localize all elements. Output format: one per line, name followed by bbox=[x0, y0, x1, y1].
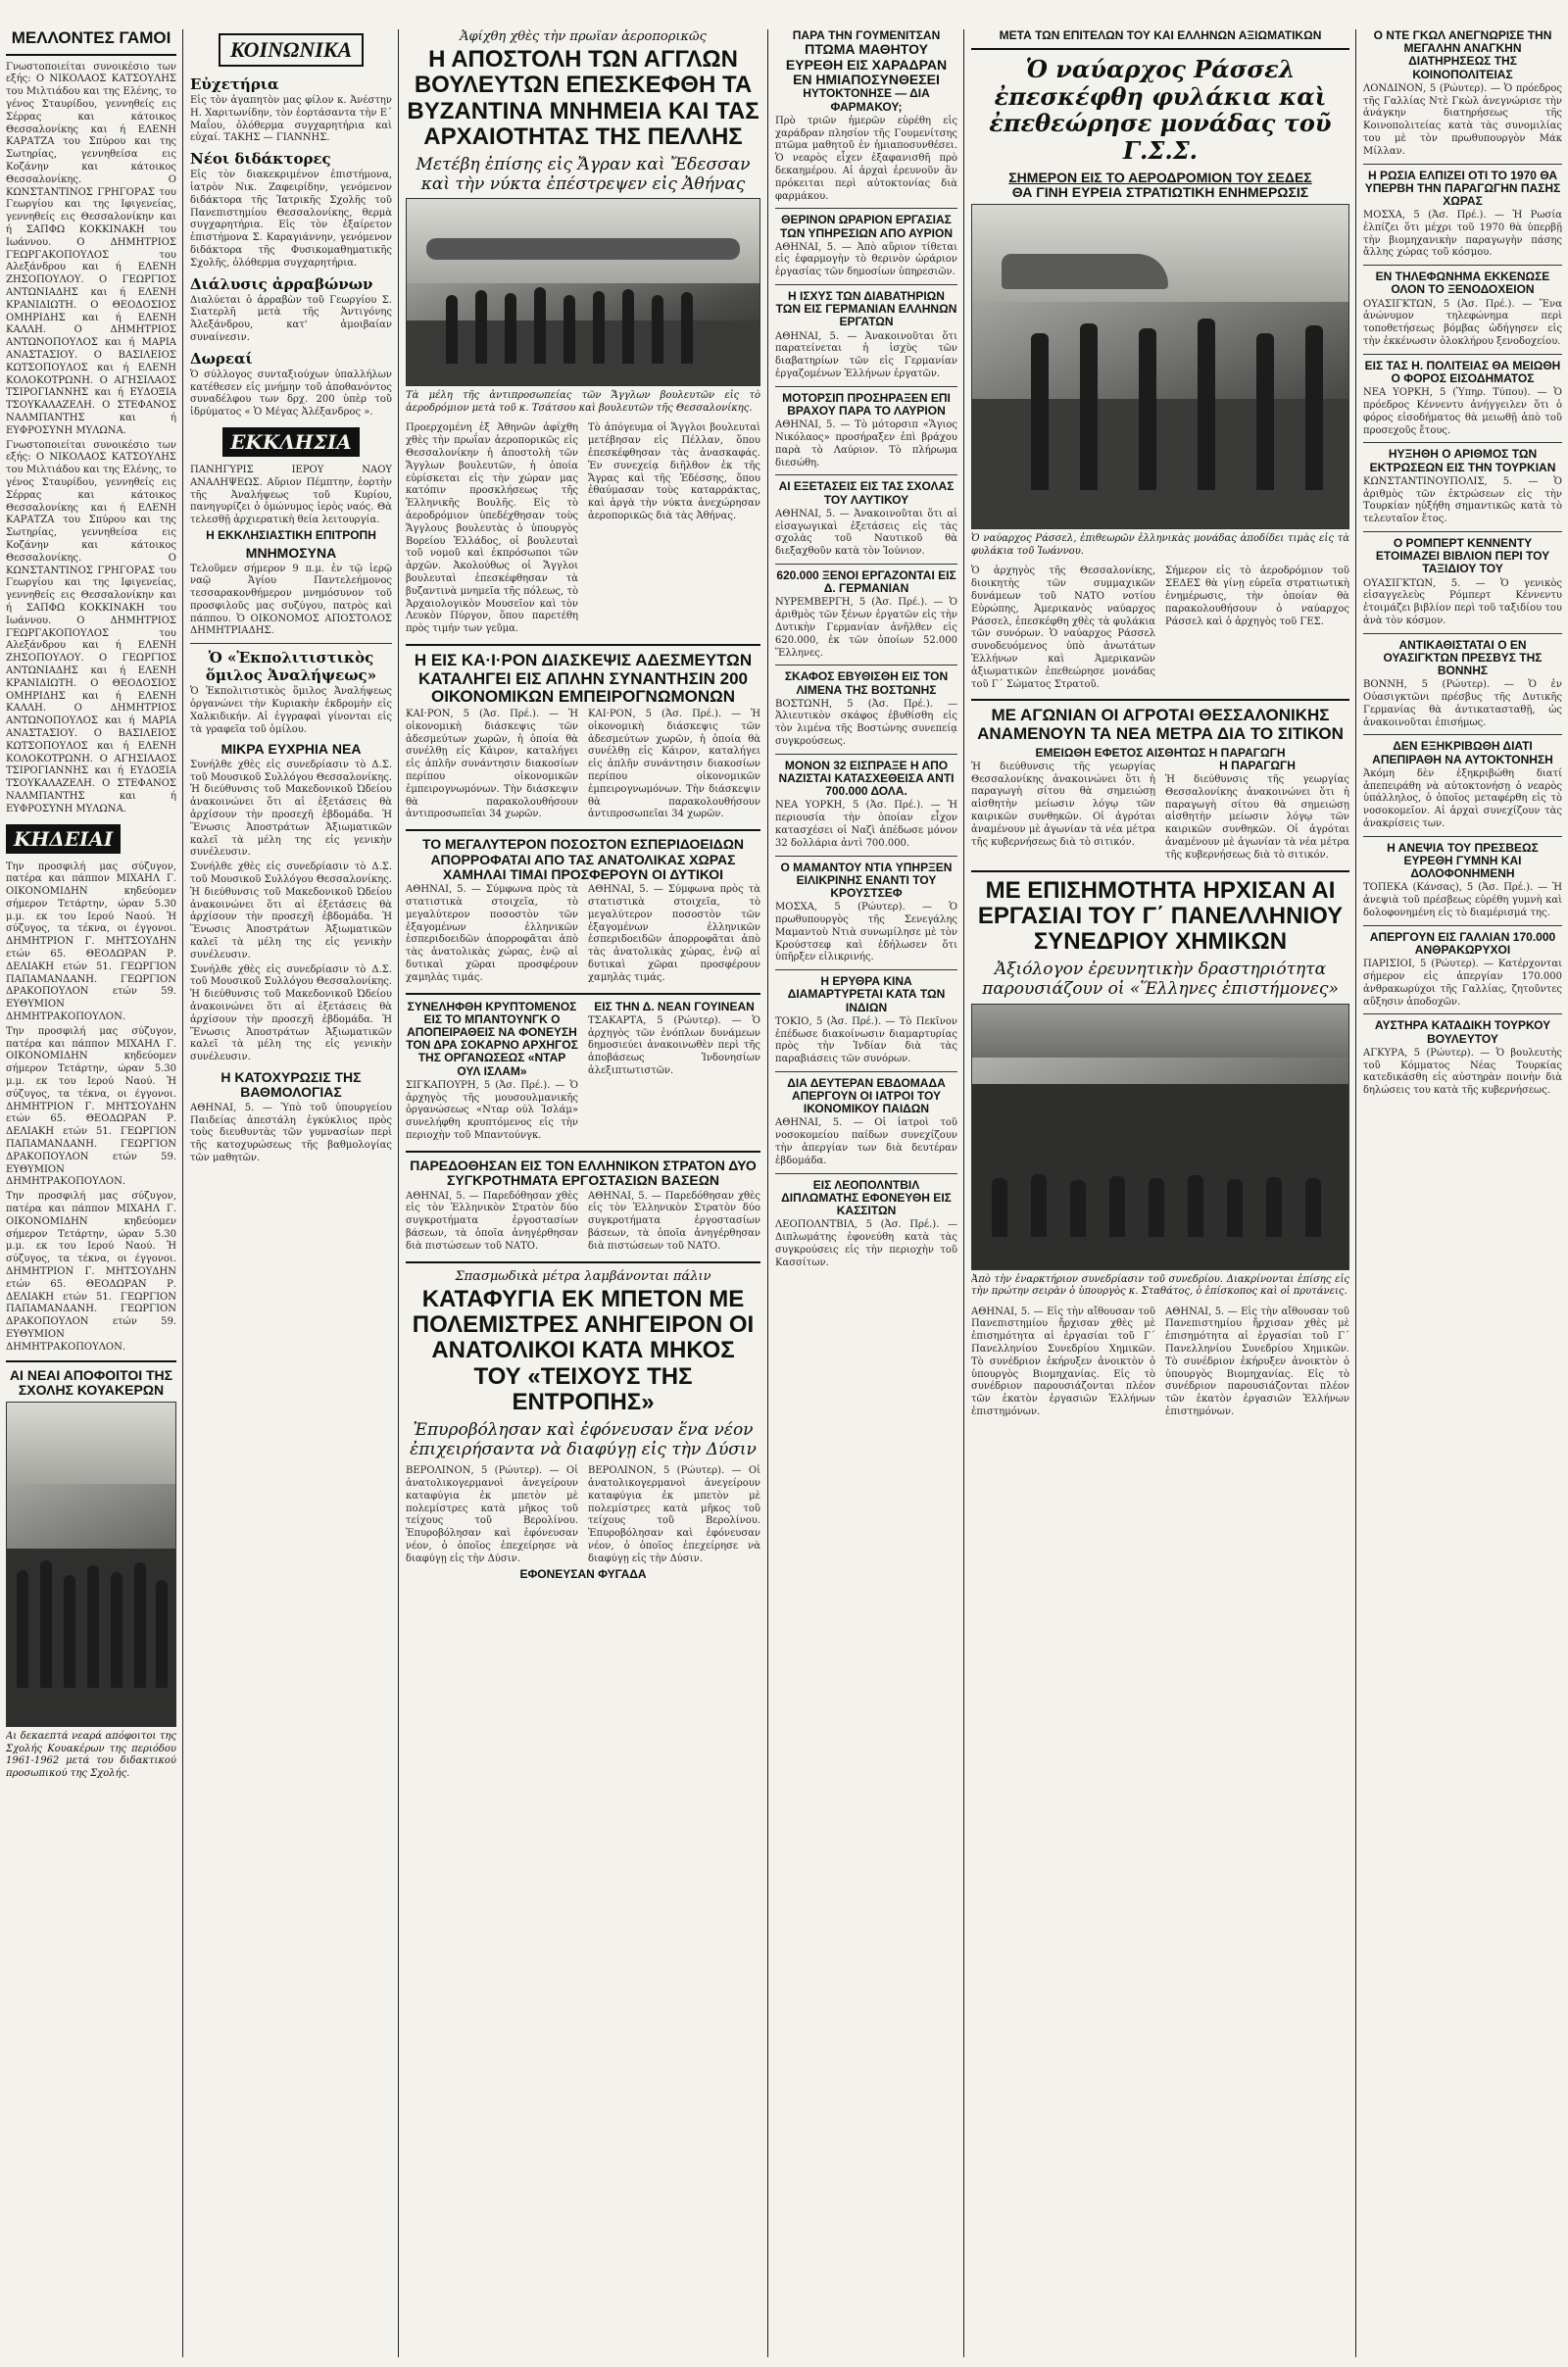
breakup-title: Διάλυσις ἀρραβώνων bbox=[190, 274, 373, 293]
mamadou-body: ΜΟΣΧΑ, 5 (Ρώυτερ). — Ὁ πρωθυπουργὸς τῆς Σενεγάλης Μαμαντοὺ Ντιὰ συνωμίλησε μὲ τὸν Κρούστσεφ καὶ ἐδήλωσεν ὅτι ὑπῆρξεν εἰλικρινής. bbox=[775, 902, 957, 963]
lead-subhead: Μετέβη ἐπίσης εἰς Ἄγραν καὶ Ἔδεσσαν καὶ τὴν νύκτα ἐπέστρεψεν εἰς Ἀθήνας bbox=[416, 154, 751, 194]
exams-body: ΑΘΗΝΑΙ, 5. — Ἀνακοινοῦται ὅτι αἱ εἰσαγωγικαὶ ἐξετάσεις εἰς τὰς σχολὰς τοῦ Ναυτικοῦ θὰ διεξαχθοῦν κατὰ τὸν Ἰούνιον. bbox=[775, 508, 957, 558]
funerals-title: ΚΗΔΕΙΑΙ bbox=[6, 824, 121, 854]
russell-body-2: Σήμερον εἰς τὸ ἀεροδρόμιον τοῦ ΣΕΔΕΣ θὰ γίνῃ εὐρεῖα στρατιωτικὴ ἐνημέρωσις, τὴν ὁποίαν θὰ παρακολουθήσουν ὁ ναύαρχος Ράσσελ καὶ ὁ ἀρχηγὸς τοῦ ΓΕΣ. bbox=[1165, 566, 1349, 627]
column-rule bbox=[963, 29, 964, 2357]
weddings-text-cont: Γνωστοποιείται συνοικέσιο των εξής: Ο ΝΙΚΟΛΑΟΣ ΚΑΤΣΟΥΛΗΣ του Μιλτιάδου και της Ελένης, το γένος Σταυρίδου, γεννηθείς εις Σέρρας και κάτοικος Θεσσαλονίκης και ή ΕΛΕΝΗ ΚΑΡΑΤΖΑ του Σπύρου και της Σωτηρίας, γεννηθείσα εις Κοζάνην και κάτοικος Θεσσαλονίκης. Ο ΚΩΝΣΤΑΝΤΙΝΟΣ ΓΡΗΓΟΡΑΣ του Γεωργίου και της Ιφιγενείας, γεννηθείς εις Θεσσαλονίκην και ή ΣΑΠΦΩ ΚΟΚΚΙΝΑΚΗ του Ιωάννου. Ο ΔΗΜΗΤΡΙΟΣ ΓΕΩΡΓΑΚΟΠΟΥΛΟΣ του Αλεξάνδρου και ή ΕΛΕΝΗ ΖΗΣΟΠΟΥΛΟΥ. Ο ΓΕΩΡΓΙΟΣ ΑΝΤΩΝΙΑΔΗΣ και ή ΕΛΕΝΗ ΚΡΑΝΙΔΙΩΤΗ. Ο ΘΕΟΔΟΣΙΟΣ ΟΜΗΡΙΔΗΣ και ή ΕΛΕΝΗ ΚΑΛΛΗ. Ο ΔΗΜΗΤΡΙΟΣ ΑΝΤΩΝΟΠΟΥΛΟΣ και ή ΜΑΡΙΑ ΑΝΑΣΤΑΣΙΟΥ. Ο ΒΑΣΙΛΕΙΟΣ ΚΩΤΣΟΠΟΥΛΟΣ και ή ΕΛΕΝΗ ΚΟΛΟΚΟΤΡΩΝΗ. Ο ΑΓΗΣΙΛΑΟΣ ΤΣΙΡΟΓΙΑΝΝΗΣ και ή ΕΥΔΟΞΙΑ ΤΣΟΥΚΑΛΑΖΕΛΗ. Ο ΣΤΕΦΑΝΟΣ ΝΑΛΜΠΑΝΤΗΣ και ή ΕΥΦΡΟΣΥΝΗ ΜΥΛΩΝΑ. bbox=[6, 439, 176, 814]
column-personals bbox=[6, 29, 176, 2357]
degaulle-title: Ο ΝΤΕ ΓΚΩΛ ΑΝΕΓΝΩΡΙΣΕ ΤΗΝ ΜΕΓΑΛΗΝ ΑΝΑΓΚΗΝ ΔΙΑΤΗΡΗΣΕΩΣ ΤΗΣ ΚΟΙΝΟΠΟΛΙΤΕΙΑΣ bbox=[1373, 29, 1552, 81]
column-rule bbox=[398, 29, 399, 2357]
donation-text: Ὁ σύλλογος συνταξιούχων ὑπαλλήλων κατέθεσεν εἰς μνήμην τοῦ ἀποθανόντος συναδέλφου των δρχ. 200 ὑπὲρ τοῦ ἱδρύματος « Ὁ Μέγας Ἀλέξανδρος ». bbox=[190, 369, 392, 419]
chemists-subhead: Ἀξιόλογον ἐρευνητικὴν δραστηριότητα παρουσιάζουν οἱ «Ἕλληνες ἐπιστήμονες» bbox=[982, 959, 1339, 1000]
leopoldville-body: ΛΕΟΠΟΛΝΤΒΙΛ, 5 (Ἀσ. Πρέ.). — Διπλωμάτης ἐφονεύθη κατὰ τὰς συγκρούσεις εἰς τὴν περιοχὴν τοῦ Κασσίτων. bbox=[775, 1219, 957, 1268]
farmers-body: Ἡ διεύθυνσις τῆς γεωργίας Θεσσαλονίκης ἀνακοινώνει ὅτι ἡ παραγωγὴ σίτου θὰ σημειώσῃ αἰσθητὴν μείωσιν λόγῳ τῶν καιρικῶν συνθηκῶν. Οἱ ἀγρόται ἀναμένουν μὲ ἀγωνίαν τὰ νέα μέτρα τῆς κυβερνήσεως διὰ τὸ σιτικόν. bbox=[971, 761, 1155, 848]
miners-strike-title: ΑΠΕΡΓΟΥΝ ΕΙΣ ΓΑΛΛΙΑΝ 170.000 ΑΝΘΡΑΚΩΡΥΧΟΙ bbox=[1369, 929, 1556, 957]
column-social bbox=[190, 29, 392, 2357]
chemists-headline: ΜΕ ΕΠΙΣΗΜΟΤΗΤΑ ΗΡΧΙΣΑΝ ΑΙ ΕΡΓΑΣΙΑΙ ΤΟΥ Γ΄ ΠΑΝΕΛΛΗΝΙΟΥ ΣΥΝΕΔΡΙΟΥ ΧΗΜΙΚΩΝ bbox=[977, 876, 1344, 956]
funerals-text-cont: Την προσφιλή μας σύζυγον, πατέρα και πάππον ΜΙΧΑΗΛ Γ. ΟΙΚΟΝΟΜΙΔΗΝ κηδεύομεν σήμερον Τετάρτην, ώραν 5.30 μ.μ. εκ του Ιερού Ναού. Ἡ σύζυγος, τα τέκνα, οι έγγονοι. ΔΗΜΗΤΡΙΟΝ Γ. ΜΗΤΣΟΥΔΗΝ ετών 65. ΘΕΟΔΩΡΑΝ Ρ. ΔΕΛΙΑΚΗ ετών 51. ΓΕΩΡΓΙΟΝ ΠΑΠΑΜΑΝΔΑΝΗ. ΓΕΩΡΓΙΟΝ ΔΡΑΚΟΠΟΥΛΟΝ ετών 59. ΕΥΘΥΜΙΟΝ ΔΗΜΗΤΡΑΚΟΠΟΥΛΟΝ. bbox=[6, 1025, 176, 1188]
miners-strike-body: ΠΑΡΙΣΙΟΙ, 5 (Ρώυτερ). — Κατέρχονται σήμερον εἰς ἀπεργίαν 170.000 ἀνθρακωρύχοι τῆς Γαλλίας, ζητοῦντες αὔξησιν ἀποδοχῶν. bbox=[1363, 959, 1562, 1008]
leopoldville-headline: ΔΙΠΛΩΜΑΤΗΣ ΕΦΟΝΕΥΘΗ ΕΙΣ ΚΑΣΣΙΤΩΝ bbox=[781, 1190, 952, 1218]
graduates-title: ΑΙ ΝΕΑΙ ΑΠΟΦΟΙΤΟΙ ΤΗΣ ΣΧΟΛΗΣ ΚΟΥΑΚΕΡΩΝ bbox=[9, 1366, 173, 1398]
turkish-mp-title: ΑΥΣΤΗΡΑ ΚΑΤΑΔΙΚΗ ΤΟΥΡΚΟΥ ΒΟΥΛΕΥΤΟΥ bbox=[1374, 1018, 1551, 1046]
russell-photo-caption: Ὁ ναύαρχος Ράσσελ, ἐπιθεωρῶν ἑλληνικὰς μονάδας ἀποδίδει τιμὰς εἰς τὰ φυλάκια τοῦ Ἰωάννου. bbox=[971, 533, 1349, 557]
summer-body: ΑΘΗΝΑΙ, 5. — Ἀπὸ αὔριον τίθεται εἰς ἐφαρμογὴν τὸ θερινὸν ὡράριον ἐργασίας τῶν δημοσίων ὑπηρεσιῶν. bbox=[775, 241, 957, 278]
russell-photo bbox=[971, 204, 1349, 529]
grades-title: Η ΚΑΤΟΧΥΡΩΣΙΣ ΤΗΣ ΒΑΘΜΟΛΟΓΙΑΣ bbox=[220, 1068, 362, 1101]
memorial-text: Τελοῦμεν σήμερον 9 π.μ. ἐν τῷ ἱερῷ ναῷ Ἁγίου Παντελεήμονος τεσσαρακονθήμερον μνημόσυνον τοῦ προσφιλοῦς μας συζύγου, πατρὸς καὶ πάππου. Ὁ ΟΙΚΟΝΟΜΟΣ ΑΠΟΣΤΟΛΟΣ ΔΗΜΗΤΡΙΑΔΗΣ. bbox=[190, 563, 392, 637]
church-text: ΠΑΝΗΓΥΡΙΣ ΙΕΡΟΥ ΝΑΟΥ ΑΝΑΛΗΨΕΩΣ. Αὔριον Πέμπτην, ἑορτὴν τῆς Ἀναλήψεως τοῦ Κυρίου, πανηγυρίζει ὁ ὁμώνυμος ἱερὸς ναός. Θὰ τελεσθῇ ἀρχιερατικὴ θεία λειτουργία. bbox=[190, 464, 392, 526]
donation-title: Δωρεαί bbox=[190, 349, 253, 368]
russia-title: Η ΡΩΣΙΑ ΕΛΠΙΖΕΙ ΟΤΙ ΤΟ 1970 ΘΑ ΥΠΕΡΒΗ ΤΗΝ ΠΑΡΑΓΩΓΗΝ ΠΑΣΗΣ ΧΩΡΑΣ bbox=[1364, 168, 1561, 208]
conference-body: ΚΑΙ·ΡΟΝ, 5 (Ἀσ. Πρέ.). — Ἡ οἰκονομικὴ διάσκεψις τῶν ἀδεσμεύτων χωρῶν, ἡ ὁποία θὰ συνέλθῃ εἰς Κάιρον, καταλήγει εἰς ἁπλῆν συνάντησιν διακοσίων περίπου οἰκονομικῶν ἐμπειρογνωμόνων. Τὴν διάσκεψιν θὰ παρακολουθήσουν ἀντιπροσωπεῖαι 34 χωρῶν. bbox=[406, 708, 578, 820]
funerals-text: Την προσφιλή μας σύζυγον, πατέρα και πάππον ΜΙΧΑΗΛ Γ. ΟΙΚΟΝΟΜΙΔΗΝ κηδεύομεν σήμερον Τετάρτην, ώραν 5.30 μ.μ. εκ του Ιερού Ναού. Ἡ σύζυγος, τα τέκνα, οι έγγονοι. ΔΗΜΗΤΡΙΟΝ Γ. ΜΗΤΣΟΥΔΗΝ ετών 65. ΘΕΟΔΩΡΑΝ Ρ. ΔΕΛΙΑΚΗ ετών 51. ΓΕΩΡΓΙΟΝ ΠΑΠΑΜΑΝΔΑΝΗ. ΓΕΩΡΓΙΟΝ ΔΡΑΚΟΠΟΥΛΟΝ ετών 59. ΕΥΘΥΜΙΟΝ ΔΗΜΗΤΡΑΚΟΠΟΥΛΟΝ. bbox=[6, 861, 176, 1023]
usa-tax-title: ΕΙΣ ΤΑΣ Η. ΠΟΛΙΤΕΙΑΣ ΘΑ ΜΕΙΩΘΗ Ο ΦΟΡΟΣ ΕΙΣΟΔΗΜΑΤΟΣ bbox=[1364, 358, 1561, 386]
small-notes-text: Συνήλθε χθὲς εἰς συνεδρίασιν τὸ Δ.Σ. τοῦ Μουσικοῦ Συλλόγου Θεσσαλονίκης. Ἡ διεύθυνσις τοῦ Μακεδονικοῦ Ὠδείου ἀνακοινώνει ὅτι αἱ ἐξετάσεις θὰ ἀρχίσουν τὴν προσεχῆ ἑβδομάδα. Ἡ Ἕνωσις Ἀποστράτων Ἀξιωματικῶν καλεῖ τὰ μέλη της εἰς γενικὴν συνέλευσιν. bbox=[190, 759, 392, 859]
conference-body-cont: ΚΑΙ·ΡΟΝ, 5 (Ἀσ. Πρέ.). — Ἡ οἰκονομικὴ διάσκεψις τῶν ἀδεσμεύτων χωρῶν, ἡ ὁποία θὰ συνέλθῃ εἰς Κάιρον, καταλήγει εἰς ἁπλῆν συνάντησιν διακοσίων περίπου οἰκονομικῶν ἐμπειρογνωμόνων. Τὴν διάσκεψιν θὰ παρακολουθήσουν ἀντιπροσωπεῖαι 34 χωρῶν. bbox=[588, 708, 760, 820]
lead-kicker: Ἀφίχθη χθὲς τὴν πρωΐαν ἀεροπορικῶς bbox=[460, 29, 707, 44]
church-title: ΕΚΚΛΗΣΙΑ bbox=[222, 427, 359, 457]
kennedy-title: Ο ΡΟΜΠΕΡΤ ΚΕΝΝΕΝΤΥ ΕΤΟΙΜΑΖΕΙ ΒΙΒΛΙΟΝ ΠΕΡΙ ΤΟΥ ΤΑΞΙΔΙΟΥ ΤΟΥ bbox=[1375, 535, 1550, 576]
wall-headline: ΚΑΤΑΦΥΓΙΑ ΕΚ ΜΠΕΤΟΝ ΜΕ ΠΟΛΕΜΙΣΤΡΕΣ ΑΝΗΓΕΙΡΟΝ ΟΙ ΑΝΑΤΟΛΙΚΟΙ ΚΑΤΑ ΜΗΚΟΣ ΤΟΥ «ΤΕΙΧΟΥΣ ΤΗΣ ΕΝΤΡΟΠΗΣ» bbox=[412, 1285, 755, 1416]
exams-title: ΑΙ ΕΞΕΤΑΣΕΙΣ ΕΙΣ ΤΑΣ ΣΧΟΛΑΣ ΤΟΥ ΛΑΥΤΙΚΟΥ bbox=[778, 479, 955, 507]
wall-body: ΒΕΡΟΛΙΝΟΝ, 5 (Ρώυτερ). — Οἱ ἀνατολικογερμανοὶ ἀνεγείρουν καταφύγια ἐκ μπετὸν μὲ πολεμίστρες κατὰ μῆκος τοῦ τείχους τοῦ Βερολίνου. Ἐπυροβόλησαν καὶ ἐφόνευσαν νέον, ὁ ὁποῖος ἐπεχείρησε νὰ διαφύγῃ εἰς τὴν Δύσιν. bbox=[406, 1465, 578, 1564]
turkey-title: ΗΥΞΗΘΗ Ο ΑΡΙΘΜΟΣ ΤΩΝ ΕΚΤΡΩΣΕΩΝ ΕΙΣ ΤΗΝ ΤΟΥΡΚΙΑΝ bbox=[1369, 447, 1556, 474]
suicide-body: Ἀκόμη δὲν ἐξηκριβώθη διατί ἀπεπειράθη νὰ αὐτοκτονήσῃ ὁ νεαρὸς ὑπάλληλος, ὁ ὁποῖος μεταφέρθη εἰς τὸ νοσοκομεῖον. Αἱ ἀρχαὶ συνεχίζουν τὰς ἀνακρίσεις των. bbox=[1363, 767, 1562, 830]
ambassador-niece-body: ΤΟΠΕΚΑ (Κάνσας), 5 (Ἀσ. Πρέ.). — Ἡ ἀνεψιὰ τοῦ πρέσβεως εὑρέθη γυμνὴ καὶ δολοφονημένη εἰς τὸ διαμέρισμά της. bbox=[1363, 882, 1562, 918]
suicide-title: ΔΕΝ ΕΞΗΚΡΙΒΩΘΗ ΔΙΑΤΙ ΑΠΕΠΙΡΑΘΗ ΝΑ ΑΥΤΟΚΤΟΝΗΣΗ bbox=[1372, 739, 1553, 766]
hesperidia-body-cont: ΑΘΗΝΑΙ, 5. — Σύμφωνα πρὸς τὰ στατιστικὰ στοιχεῖα, τὸ μεγαλύτερον ποσοστὸν τῶν ἐξαγομένων ἑλληνικῶν ἐσπεριδοειδῶν ἀπορροφᾶται ἀπὸ τὰς ἀνατολικὰς χώρας, ἐνῷ αἱ δυτικαὶ χῶραι προσφέρουν χαμηλὰς τιμάς. bbox=[588, 884, 760, 983]
usa-tax-body: ΝΕΑ ΥΟΡΚΗ, 5 (Ὑπηρ. Τύπου). — Ὁ πρόεδρος Κέννεντυ ἀνήγγειλεν ὅτι ὁ φόρος εἰσοδήματος θὰ μειωθῇ ἀπὸ τοῦ προσεχοῦς ἔτους. bbox=[1363, 387, 1562, 436]
boat-body: ΑΘΗΝΑΙ, 5. — Τὸ μότορσιπ «Ἅγιος Νικόλαος» προσήραξεν ἐπὶ βράχου παρὰ τὸ Λαύριον. Τὸ πλήρωμα διεσώθη. bbox=[775, 419, 957, 468]
social-title: ΚΟΙΝΩΝΙΚΑ bbox=[219, 33, 364, 67]
graduates-caption: Αι δεκαεπτά νεαρά απόφοιτοι της Σχολής Κουακέρων της περιόδου 1961-1962 μετά του διδακτικού προσωπικού της Σχολής. bbox=[6, 1731, 176, 1779]
small-notes-title: ΜΙΚΡΑ ΕΥΧΡΗΙΑ ΝΕΑ bbox=[220, 741, 362, 758]
foreign-body: ΝΥΡΕΜΒΕΡΓΗ, 5 (Ἀσ. Πρέ.). — Ὁ ἀριθμὸς τῶν ξένων ἐργατῶν εἰς τὴν Δυτικὴν Γερμανίαν ἀνῆλθεν εἰς 620.000, ἐκ τῶν ὁποίων 52.000 Ἕλληνες. bbox=[775, 597, 957, 659]
lead-headline: Η ΑΠΟΣΤΟΛΗ ΤΩΝ ΑΓΓΛΩΝ ΒΟΥΛΕΥΤΩΝ ΕΠΕΣΚΕΦΘΗ ΤΑ ΒΥΖΑΝΤΙΝΑ ΜΝΗΜΕΙΑ ΚΑΙ ΤΑΣ ΑΡΧΑΙΟΤΗΤΑΣ ΤΗΣ ΠΕΛΛΗΣ bbox=[407, 46, 760, 151]
memorial-title: ΜΝΗΜΟΣΥΝΑ bbox=[245, 545, 337, 562]
china-body: ΤΟΚΙΟ, 5 (Ἀσ. Πρέ.). — Τὸ Πεκῖνον ἐπέδωσε διακοίνωσιν διαμαρτυρίας πρὸς τὴν Ἰνδίαν διὰ τὰς παραβιάσεις τῶν συνόρων. bbox=[775, 1015, 957, 1065]
farmers-body-cont: Ἡ διεύθυνσις τῆς γεωργίας Θεσσαλονίκης ἀνακοινώνει ὅτι ἡ παραγωγὴ σίτου θὰ σημειώσῃ αἰσθητὴν μείωσιν λόγῳ τῶν καιρικῶν συνθηκῶν. Οἱ ἀγρόται ἀναμένουν μὲ ἀγωνίαν τὰ νέα μέτρα τῆς κυβερνήσεως διὰ τὸ σιτικόν. bbox=[1165, 774, 1349, 861]
lead-photo-caption: Τὰ μέλη τῆς ἀντιπροσωπείας τῶν Ἄγγλων βουλευτῶν εἰς τὸ ἀεροδρόμιον μετὰ τοῦ κ. Τσάτσου καὶ βουλευτῶν τῆς Θεσσαλονίκης. bbox=[406, 390, 760, 414]
mamadou-title: Ο ΜΑΜΑΝΤΟΥ ΝΤΙΑ ΥΠΗΡΞΕΝ ΕΙΛΙΚΡΙΝΗΣ ΕΝΑΝΤΙ ΤΟΥ ΚΡΟΥΣΤΣΕΦ bbox=[780, 860, 953, 900]
column-lead-story bbox=[406, 29, 760, 2357]
turkish-mp-body: ΑΓΚΥΡΑ, 5 (Ρώυτερ). — Ὁ βουλευτὴς τοῦ Κόμματος Νέας Τουρκίας κατεδικάσθη εἰς αὐστηρὰν ποινὴν διὰ δηλώσεις του κατὰ τῆς κυβερνήσεως. bbox=[1363, 1047, 1562, 1097]
russell-subhead-1: ΣΗΜΕΡΟΝ ΕΙΣ ΤΟ ΑΕΡΟΔΡΟΜΙΟΝ ΤΟΥ ΣΕΔΕΣ bbox=[1008, 169, 1312, 185]
mps-photo bbox=[406, 198, 760, 386]
doctors-strike-body: ΑΘΗΝΑΙ, 5. — Οἱ ἰατροὶ τοῦ νοσοκομείου παίδων συνεχίζουν τὴν ἀπεργίαν των διὰ δευτέραν ἑβδομάδα. bbox=[775, 1117, 957, 1166]
column-world-news bbox=[1363, 29, 1562, 2357]
gumenitsa-body: Πρὸ τριῶν ἡμερῶν εὑρέθη εἰς χαράδραν πλησίον τῆς Γουμενίτσης πτῶμα μαθητοῦ ἐν ἡμιαποσυνθέσει. Ὁ νεαρὸς εἶχεν ἐξαφανισθῆ πρὸ δεκαημέρου. Αἱ ἀρχαὶ ἐρευνοῦν ἂν πρόκειται περὶ αὐτοκτονίας διὰ φαρμάκου. bbox=[775, 115, 957, 202]
indonesia-headline: ΣΥΝΕΛΗΦΘΗ ΚΡΥΠΤΟΜΕΝΟΣ ΕΙΣ ΤΟ ΜΠΑΝΤΟΥΝΓΚ Ο ΑΠΟΠΕΙΡΑΘΕΙΣ ΝΑ ΦΟΝΕΥΣΗ ΤΟΝ ΔΡΑ ΣΟΚΑΡΝΟ ΑΡΧΗΓΟΣ ΤΗΣ ΟΡΓΑΝΩΣΕΩΣ «ΝΤΑΡ ΟΥΛ ΙΣΛΑΜ» bbox=[406, 999, 578, 1078]
funerals-text-cont2: Την προσφιλή μας σύζυγον, πατέρα και πάππον ΜΙΧΑΗΛ Γ. ΟΙΚΟΝΟΜΙΔΗΝ κηδεύομεν σήμερον Τετάρτην, ώραν 5.30 μ.μ. εκ του Ιερού Ναού. Ἡ σύζυγος, τα τέκνα, οι έγγονοι. ΔΗΜΗΤΡΙΟΝ Γ. ΜΗΤΣΟΥΔΗΝ ετών 65. ΘΕΟΔΩΡΑΝ Ρ. ΔΕΛΙΑΚΗ ετών 51. ΓΕΩΡΓΙΟΝ ΠΑΠΑΜΑΝΔΑΝΗ. ΓΕΩΡΓΙΟΝ ΔΡΑΚΟΠΟΥΛΟΝ ετών 59. ΕΥΘΥΜΙΟΝ ΔΗΜΗΤΡΑΚΟΠΟΥΛΟΝ. bbox=[6, 1191, 176, 1353]
germany-body: ΑΘΗΝΑΙ, 5. — Ἀνακοινοῦται ὅτι παρατείνεται ἡ ἰσχὺς τῶν διαβατηρίων τῶν εἰς Γερμανίαν ἐργαζομένων Ἑλλήνων ἐργατῶν. bbox=[775, 330, 957, 380]
ambassador-niece-title: Η ΑΝΕΨΙΑ ΤΟΥ ΠΡΕΣΒΕΩΣ ΕΥΡΕΘΗ ΓΥΜΝΗ ΚΑΙ ΔΟΛΟΦΟΝΗΜΕΝΗ bbox=[1387, 840, 1539, 881]
chemists-photo bbox=[971, 1004, 1349, 1270]
kennedy-body: ΟΥΑΣΙΓΚΤΩΝ, 5. — Ὁ γενικὸς εἰσαγγελεὺς Ρόμπερτ Κέννεντυ ἑτοιμάζει βιβλίον περὶ τοῦ ταξιδίου του ἀνὰ τὸν κόσμον. bbox=[1363, 577, 1562, 626]
wishes-title: Εὐχετήρια bbox=[190, 75, 279, 93]
small-notes-text-cont: Συνήλθε χθὲς εἰς συνεδρίασιν τὸ Δ.Σ. τοῦ Μουσικοῦ Συλλόγου Θεσσαλονίκης. Ἡ διεύθυνσις τοῦ Μακεδονικοῦ Ὠδείου ἀνακοινώνει ὅτι αἱ ἐξετάσεις θὰ ἀρχίσουν τὴν προσεχῆ ἑβδομάδα. Ἡ Ἕνωσις Ἀποστράτων Ἀξιωματικῶν καλεῖ τὰ μέλη της εἰς γενικὴν συνέλευσιν. bbox=[190, 862, 392, 961]
doctors-strike-title: ΔΙΑ ΔΕΥΤΕΡΑΝ ΕΒΔΟΜΑΔΑ ΑΠΕΡΓΟΥΝ ΟΙ ΙΑΤΡΟΙ ΤΟΥ ΙΚΟΝΟΜΙΚΟΥ ΠΑΙΔΩΝ bbox=[787, 1075, 946, 1116]
indonesia-body: ΣΙΓΚΑΠΟΥΡΗ, 5 (Ἀσ. Πρέ.). — Ὁ ἀρχηγὸς τῆς μουσουλμανικῆς ὀργανώσεως «Νταρ ούλ Ἰσλάμ» συνελήφθη κρυπτόμενος εἰς τὴν περιοχὴν τοῦ Μπαντούνγκ. bbox=[406, 1079, 578, 1141]
lead-body: Προερχομένη ἐξ Ἀθηνῶν ἀφίχθη χθὲς τὴν πρωΐαν ἀεροπορικῶς εἰς Θεσσαλονίκην ἡ ἀποστολὴ τῶν Ἄγγλων βουλευτῶν, ἡ ὁποία εὑρίσκεται εἰς τὴν χώραν μας κατόπιν προσκλήσεως τῆς Ἑλληνικῆς Βουλῆς. Εἰς τὸ ἀεροδρόμιον ὑπεδέχθησαν τοὺς Ἄγγλους βουλευτὰς ὁ ὑπουργὸς Βορείου Ἑλλάδος, οἱ βουλευταὶ τοῦ νομοῦ καὶ ἐκπρόσωποι τῶν ἀρχῶν. Ἀκολούθως οἱ Ἄγγλοι βουλευταὶ ἐπεσκέφθησαν τὰ βυζαντινὰ μνημεῖα τῆς πόλεως, τὸ Ἀρχαιολογικὸν Μουσεῖον καὶ τὸν Λευκὸν Πύργον, ὅπου παρετέθη πρὸς τιμήν των γεῦμα. bbox=[406, 422, 578, 635]
hesperidia-body: ΑΘΗΝΑΙ, 5. — Σύμφωνα πρὸς τὰ στατιστικὰ στοιχεῖα, τὸ μεγαλύτερον ποσοστὸν τῶν ἐξαγομένων ἑλληνικῶν ἐσπεριδοειδῶν ἀπορροφᾶται ἀπὸ τὰς ἀνατολικὰς χώρας, ἐνῷ αἱ δυτικαὶ χῶραι προσφέρουν χαμηλὰς τιμάς. bbox=[406, 884, 578, 983]
chemists-body-cont: ΑΘΗΝΑΙ, 5. — Εἰς τὴν αἴθουσαν τοῦ Πανεπιστημίου ἤρχισαν χθὲς μὲ ἐπισημότητα αἱ ἐργασίαι τοῦ Γ΄ Πανελληνίου Συνεδρίου Χημικῶν. Τὸ συνέδριον ἐκήρυξεν ἀνοικτὸν ὁ ὑπουργὸς Βιομηχανίας. Εἰς τὸ συνέδριον παρουσιάζονται πλέον τῶν ἑκατὸν ἐργασιῶν Ἑλλήνων ἐπιστημόνων. bbox=[1165, 1306, 1349, 1417]
bonn-body: ΒΟΝΝΗ, 5 (Ρώυτερ). — Ὁ ἐν Οὐασιγκτῶνι πρέσβυς τῆς Δυτικῆς Γερμανίας θὰ ἀντικατασταθῇ, ὡς ἀνακοινοῦται ἐπισήμως. bbox=[1363, 679, 1562, 728]
wall-subhead: Ἐπυροβόλησαν καὶ ἐφόνευσαν ἕνα νέον ἐπιχειρήσαντα νὰ διαφύγῃ εἰς τὴν Δύσιν bbox=[410, 1419, 757, 1459]
summer-title: ΘΕΡΙΝΟΝ ΩΡΑΡΙΟΝ ΕΡΓΑΣΙΑΣ ΤΩΝ ΥΠΗΡΕΣΙΩΝ ΑΠΟ ΑΥΡΙΟΝ bbox=[779, 213, 954, 240]
new-guinea-title: ΕΙΣ ΤΗΝ Δ. ΝΕΑΝ ΓΟΥΙΝΕΑΝ bbox=[594, 999, 755, 1013]
phone-body: ΟΥΑΣΙΓΚΤΩΝ, 5 (Ἀσ. Πρέ.). — Ἕνα ἀνώνυμον τηλεφώνημα περὶ τοποθετήσεως βόμβας ὡδήγησεν εἰς τὴν ἐκκένωσιν ὁλοκλήρου ξενοδοχείου. bbox=[1363, 298, 1562, 348]
bonn-title: ΑΝΤΙΚΑΘΙΣΤΑΤΑΙ Ο ΕΝ ΟΥΑΣΙΓΚΤΩΝ ΠΡΕΣΒΥΣ ΤΗΣ ΒΟΝΝΗΣ bbox=[1383, 637, 1543, 678]
gumenitsa-subhead: ΗΥΤΟΚΤΟΝΗΣΕ — ΔΙΑ ΦΑΡΜΑΚΟΥ; bbox=[803, 86, 930, 114]
grades-text: ΑΘΗΝΑΙ, 5. — Ὑπὸ τοῦ ὑπουργείου Παιδείας ἀπεστάλη ἐγκύκλιος πρὸς τοὺς διευθυντὰς τῶν γυμνασίων περὶ τῆς κατοχυρώσεως τῆς βαθμολογίας τῶν μαθητῶν. bbox=[190, 1102, 392, 1163]
russell-headline: Ὁ ναύαρχος Ράσσελ ἐπεσκέφθη φυλάκια καὶ ἐπεθεώρησε μονάδας τοῦ Γ.Σ.Σ. bbox=[989, 55, 1332, 165]
chemists-photo-caption: Ἀπὸ τὴν ἐναρκτήριον συνεδρίασιν τοῦ συνεδρίου. Διακρίνονται ἐπίσης εἰς τὴν πρώτην σειρὰν ὁ ὑπουργὸς κ. Σταθάτος, ὁ ἐπίσκοπος καὶ οἱ πρυτάνεις. bbox=[971, 1273, 1349, 1298]
committee-title: Η ΕΚΚΛΗΣΙΑΣΤΙΚΗ ΕΠΙΤΡΟΠΗ bbox=[206, 527, 376, 542]
chemists-body: ΑΘΗΝΑΙ, 5. — Εἰς τὴν αἴθουσαν τοῦ Πανεπιστημίου ἤρχισαν χθὲς μὲ ἐπισημότητα αἱ ἐργασίαι τοῦ Γ΄ Πανελληνίου Συνεδρίου Χημικῶν. Τὸ συνέδριον ἐκήρυξεν ἀνοικτὸν ὁ ὑπουργὸς Βιομηχανίας. Εἰς τὸ συνέδριον παρουσιάζονται πλέον τῶν ἑκατὸν ἐργασιῶν Ἑλλήνων ἐπιστημόνων. bbox=[971, 1306, 1155, 1417]
gumenitsa-headline: ΠΤΩΜΑ ΜΑΘΗΤΟΥ ΕΥΡΕΘΗ ΕΙΣ ΧΑΡΑΔΡΑΝ ΕΝ ΗΜΙΑΠΟΣΥΝΘΕΣΕΙ bbox=[785, 41, 948, 87]
farmers-subhead: ΕΜΕΙΩΘΗ ΕΦΕΤΟΣ ΑΙΣΘΗΤΩΣ Η ΠΑΡΑΓΩΓΗ bbox=[1035, 745, 1286, 760]
breakup-text: Διαλύεται ὁ ἀρραβὼν τοῦ Γεωργίου Σ. Σιατερλῆ μετὰ τῆς Ἀντιγόνης Ἀλεξάνδρου, κατ' ἀμοιβαίαν συναίνεσιν. bbox=[190, 294, 392, 343]
factories-body-cont: ΑΘΗΝΑΙ, 5. — Παρεδόθησαν χθὲς εἰς τὸν Ἑλληνικὸν Στρατὸν δύο συγκροτήματα ἐργοστασίων βάσεων, τὰ ὁποῖα ἀνηγέρθησαν διὰ πιστώσεων τοῦ ΝΑΤΟ. bbox=[588, 1190, 760, 1252]
doctors-text: Εἰς τὸν διακεκριμένον ἐπιστήμονα, ἰατρὸν Νικ. Ζαφειρίδην, γενόμενον διδάκτορα τῆς Ἰατρικῆς Σχολῆς τοῦ Πανεπιστημίου Θεσσαλονίκης, θερμὰ συγχαρητήρια. Εἰς τὸν ἐξαίρετον ἐπιστήμονα Σ. Καραγιάννην, γενόμενον διδάκτορα τῆς Φυσικομαθηματικῆς Σχολῆς, ὁλόθερμα συγχαρητήρια. bbox=[190, 170, 392, 269]
gumenitsa-kicker: ΠΑΡΑ ΤΗΝ ΓΟΥΜΕΝΙΤΣΑΝ bbox=[792, 29, 941, 42]
turkey-body: ΚΩΝΣΤΑΝΤΙΝΟΥΠΟΛΙΣ, 5. — Ὁ ἀριθμὸς τῶν ἐκτρώσεων εἰς τὴν Τουρκίαν ηὐξήθη σημαντικῶς κατὰ τὸ τελευταῖον ἔτος. bbox=[1363, 475, 1562, 525]
china-title: Η ΕΡΥΘΡΑ ΚΙΝΑ ΔΙΑΜΑΡΤΥΡΕΤΑΙ ΚΑΤΑ ΤΩΝ ΙΝΔΙΩΝ bbox=[787, 974, 946, 1014]
nazi-body: ΝΕΑ ΥΟΡΚΗ, 5 (Ἀσ. Πρέ.). — Ἡ περιουσία τὴν ὁποίαν εἶχον κατασχέσει οἱ Ναζὶ ἀπέδωσε μόνον 32 δολλάρια ἀντὶ 700.000. bbox=[775, 800, 957, 849]
column-rule bbox=[1355, 29, 1356, 2357]
cultural-text: Ὁ Ἐκπολιτιστικὸς ὅμιλος Ἀναλήψεως ὀργανώνει τὴν Κυριακὴν ἐκδρομὴν εἰς Χαλκιδικήν. Αἱ ἐγγραφαὶ γίνονται εἰς τὰ γραφεῖα τοῦ ὁμίλου. bbox=[190, 686, 392, 735]
boat-title: ΜΟΤΟΡΣΙΠ ΠΡΟΣΗΡΑΞΕΝ ΕΠΙ ΒΡΑΧΟΥ ΠΑΡΑ ΤΟ ΛΑΥΡΙΟΝ bbox=[782, 390, 951, 419]
boston-title: ΣΚΑΦΟΣ ΕΒΥΘΙΣΘΗ ΕΙΣ ΤΟΝ ΛΙΜΕΝΑ ΤΗΣ ΒΟΣΤΩΝΗΣ bbox=[784, 669, 949, 697]
column-news-briefs bbox=[775, 29, 957, 2357]
germany-title: Η ΙΣΧΥΣ ΤΩΝ ΔΙΑΒΑΤΗΡΙΩΝ ΤΩΝ ΕΙΣ ΓΕΡΜΑΝΙΑΝ ΕΛΛΗΝΩΝ ΕΡΓΑΤΩΝ bbox=[775, 289, 957, 329]
wall-kicker: Σπασμωδικὰ μέτρα λαμβάνονται πάλιν bbox=[455, 1268, 711, 1284]
russia-body: ΜΟΣΧΑ, 5 (Ἀσ. Πρέ.). — Ἡ Ρωσία ἐλπίζει ὅτι μέχρι τοῦ 1970 θὰ ὑπερβῇ τὴν βιομηχανικὴν παραγωγὴν πάσης ἄλλης χώρας τοῦ κόσμου. bbox=[1363, 210, 1562, 259]
farmers-headline: ΜΕ ΑΓΩΝΙΑΝ ΟΙ ΑΓΡΟΤΑΙ ΘΕΣΣΑΛΟΝΙΚΗΣ ΑΝΑΜΕΝΟΥΝ ΤΑ ΝΕΑ ΜΕΤΡΑ ΔΙΑ ΤΟ ΣΙΤΙΚΟΝ bbox=[977, 706, 1344, 743]
weddings-text: Γνωστοποιείται συνοικέσιο των εξής: Ο ΝΙΚΟΛΑΟΣ ΚΑΤΣΟΥΛΗΣ του Μιλτιάδου και της Ελένης, το γένος Σταυρίδου, γεννηθείς εις Σέρρας και κάτοικος Θεσσαλονίκης και ή ΕΛΕΝΗ ΚΑΡΑΤΖΑ του Σπύρου και της Σωτηρίας, γεννηθείσα εις Κοζάνην και κάτοικος Θεσσαλονίκης. Ο ΚΩΝΣΤΑΝΤΙΝΟΣ ΓΡΗΓΟΡΑΣ του Γεωργίου και της Ιφιγενείας, γεννηθείς εις Θεσσαλονίκην και ή ΣΑΠΦΩ ΚΟΚΚΙΝΑΚΗ του Ιωάννου. Ο ΔΗΜΗΤΡΙΟΣ ΓΕΩΡΓΑΚΟΠΟΥΛΟΣ του Αλεξάνδρου και ή ΕΛΕΝΗ ΖΗΣΟΠΟΥΛΟΥ. Ο ΓΕΩΡΓΙΟΣ ΑΝΤΩΝΙΑΔΗΣ και ή ΕΛΕΝΗ ΚΡΑΝΙΔΙΩΤΗ. Ο ΘΕΟΔΟΣΙΟΣ ΟΜΗΡΙΔΗΣ και ή ΕΛΕΝΗ ΚΑΛΛΗ. Ο ΔΗΜΗΤΡΙΟΣ ΑΝΤΩΝΟΠΟΥΛΟΣ και ή ΜΑΡΙΑ ΑΝΑΣΤΑΣΙΟΥ. Ο ΒΑΣΙΛΕΙΟΣ ΚΩΤΣΟΠΟΥΛΟΣ και ή ΕΛΕΝΗ ΚΟΛΟΚΟΤΡΩΝΗ. Ο ΑΓΗΣΙΛΑΟΣ ΤΣΙΡΟΓΙΑΝΝΗΣ και ή ΕΥΔΟΞΙΑ ΤΣΟΥΚΑΛΑΖΕΛΗ. Ο ΣΤΕΦΑΝΟΣ ΝΑΛΜΠΑΝΤΗΣ και ή ΕΥΦΡΟΣΥΝΗ ΜΥΛΩΝΑ. bbox=[6, 61, 176, 436]
small-notes-text-cont2: Συνήλθε χθὲς εἰς συνεδρίασιν τὸ Δ.Σ. τοῦ Μουσικοῦ Συλλόγου Θεσσαλονίκης. Ἡ διεύθυνσις τοῦ Μακεδονικοῦ Ὠδείου ἀνακοινώνει ὅτι αἱ ἐξετάσεις θὰ ἀρχίσουν τὴν προσεχῆ ἑβδομάδα. Ἡ Ἕνωσις Ἀποστράτων Ἀξιωματικῶν καλεῖ τὰ μέλη της εἰς γενικὴν συνέλευσιν. bbox=[190, 963, 392, 1063]
factories-body: ΑΘΗΝΑΙ, 5. — Παρεδόθησαν χθὲς εἰς τὸν Ἑλληνικὸν Στρατὸν δύο συγκροτήματα ἐργοστασίων βάσεων, τὰ ὁποῖα ἀνηγέρθησαν διὰ πιστώσεων τοῦ ΝΑΤΟ. bbox=[406, 1190, 578, 1252]
boston-body: ΒΟΣΤΩΝΗ, 5 (Ἀσ. Πρέ.). — Ἁλιευτικὸν σκάφος ἐβυθίσθη εἰς τὸν λιμένα τῆς Βοστώνης συνεπείᾳ συγκρούσεως. bbox=[775, 698, 957, 748]
wall-footer: ΕΦΟΝΕΥΣΑΝ ΦΥΓΑΔΑ bbox=[519, 1566, 647, 1581]
leopoldville-title: ΕΙΣ ΛΕΟΠΟΛΝΤΒΙΛ bbox=[812, 1177, 920, 1192]
russell-body: Ὁ ἀρχηγὸς τῆς Θεσσαλονίκης, διοικητὴς τῶν συμμαχικῶν δυνάμεων τοῦ ΝΑΤΟ νοτίου Εὐρώπης, Ἀμερικανὸς ναύαρχος Ράσσελ, ἐπεσκέφθη χθὲς τὰ φυλάκια τῶν συνόρων. Ὁ ναύαρχος Ράσσελ συνοδευόμενος ὑπὸ ἀνωτάτων Ἑλλήνων καὶ Ἀμερικανῶν ἀξιωματικῶν ἐπεθεώρησε μονάδας τοῦ Γ΄ Σώματος Στρατοῦ. bbox=[971, 566, 1155, 690]
degaulle-body: ΛΟΝΔΙΝΟΝ, 5 (Ρώυτερ). — Ὁ πρόεδρος τῆς Γαλλίας Ντὲ Γκὼλ ἀνεγνώρισε τὴν ἀνάγκην διατηρήσεως τῆς Κοινοπολιτείας κατὰ τὰς συνομιλίας του μὲ τὸν πρωθυπουργὸν Μάκ Μίλλαν. bbox=[1363, 82, 1562, 157]
lead-body-2: Τὸ ἀπόγευμα οἱ Ἄγγλοι βουλευταὶ μετέβησαν εἰς Πέλλαν, ὅπου ἐπεσκέφθησαν τὰς ἀνασκαφάς. Ἐν συνεχείᾳ διῆλθον ἐκ τῆς Ἄγρας καὶ τῆς Ἐδέσσης, ὅπου ἐθαύμασαν τοὺς καταρράκτας, καὶ ἀργὰ τὴν νύκτα ἀνεχώρησαν ἀεροπορικῶς διὰ τὰς Ἀθήνας. bbox=[588, 422, 760, 521]
factories-headline: ΠΑΡΕΔΟΘΗΣΑΝ ΕΙΣ ΤΟΝ ΕΛΛΗΝΙΚΟΝ ΣΤΡΑΤΟΝ ΔΥΟ ΣΥΓΚΡΟΤΗΜΑΤΑ ΕΡΓΟΣΤΑΣΙΩΝ ΒΑΣΕΩΝ bbox=[410, 1157, 757, 1189]
russell-kicker: ΜΕΤΑ ΤΩΝ ΕΠΙΤΕΛΩΝ ΤΟΥ ΚΑΙ ΕΛΛΗΝΩΝ ΑΞΙΩΜΑΤΙΚΩΝ bbox=[999, 29, 1322, 42]
wishes-text: Εἰς τὸν ἀγαπητὸν μας φίλον κ. Ἀνέστην Η. Χαριτωνίδην, τὸν ἐορτάσαντα τὴν Ε΄ Μαΐου, ὁλόθερμα συγχαρητήρια καὶ εὐχαί. ΤΑΚΗΣ — ΓΙΑΝΝΗΣ. bbox=[190, 95, 392, 144]
nazi-title: ΜΟΝΟΝ 32 ΕΙΣΠΡΑΞΕ Η ΑΠΟ ΝΑΖΙΣΤΑΙ ΚΑΤΑΣΧΕΘΕΙΣΑ ΑΝΤΙ 700.000 ΔΟΛΑ. bbox=[778, 758, 955, 799]
foreign-title: 620.000 ΞΕΝΟΙ ΕΡΓΑΖΟΝΤΑΙ ΕΙΣ Δ. ΓΕΡΜΑΝΙΑΝ bbox=[776, 567, 956, 596]
hesperidia-headline: ΤΟ ΜΕΓΑΛΥΤΕΡΟΝ ΠΟΣΟΣΤΟΝ ΕΣΠΕΡΙΔΟΕΙΔΩΝ ΑΠΟΡΡΟΦΑΤΑΙ ΑΠΟ ΤΑΣ ΑΝΑΤΟΛΙΚΑΣ ΧΩΡΑΣ ΧΑΜΗΛΑΙ ΤΙΜΑΙ ΠΡΟΣΦΕΡΟΥΝ ΟΙ ΔΥΤΙΚΟΙ bbox=[421, 836, 745, 882]
russell-subhead-2: ΘΑ ΓΙΝΗ ΕΥΡΕΙΑ ΣΤΡΑΤΙΩΤΙΚΗ ΕΝΗΜΕΡΩΣΙΣ bbox=[1011, 183, 1309, 200]
wall-body-cont: ΒΕΡΟΛΙΝΟΝ, 5 (Ρώυτερ). — Οἱ ἀνατολικογερμανοὶ ἀνεγείρουν καταφύγια ἐκ μπετὸν μὲ πολεμίστρες κατὰ μῆκος τοῦ τείχους τοῦ Βερολίνου. Ἐπυροβόλησαν καὶ ἐφόνευσαν νέον, ὁ ὁποῖος ἐπεχείρησε νὰ διαφύγῃ εἰς τὴν Δύσιν. bbox=[588, 1465, 760, 1564]
graduates-photo bbox=[6, 1402, 176, 1727]
conference-headline: Η ΕΙΣ ΚΑ·Ι·ΡΟΝ ΔΙΑΣΚΕΨΙΣ ΑΔΕΣΜΕΥΤΩΝ ΚΑΤΑΛΗΓΕΙ ΕΙΣ ΑΠΛΗΝ ΣΥΝΑΝΤΗΣΙΝ 200 ΟΙΚΟΝΟΜΙΚΩΝ ΕΜΠΕΙΡΟΓΝΩΜΟΝΩΝ bbox=[414, 650, 753, 707]
new-guinea-body: ΤΣΑΚΑΡΤΑ, 5 (Ρώυτερ). — Ὁ ἀρχηγὸς τῶν ἐνόπλων δυνάμεων δημοσιεύει ἀνακοινωθὲν περὶ τῆς ἀποβάσεως Ἰνδονησίων ἀλεξιπτωτιστῶν. bbox=[588, 1014, 760, 1077]
cultural-title: Ὁ «Ἐκπολιτιστικὸς ὅμιλος Ἀναλήψεως» bbox=[205, 649, 377, 685]
doctors-title: Νέοι διδάκτορες bbox=[190, 150, 331, 169]
phone-title: ΕΝ ΤΗΛΕΦΩΝΗΜΑ ΕΚΚΕΝΩΣΕ ΟΛΟΝ ΤΟ ΞΕΝΟΔΟΧΕΙΟΝ bbox=[1375, 270, 1550, 297]
column-rule bbox=[182, 29, 183, 2357]
column-russell-story bbox=[971, 29, 1349, 2357]
production-title: Η ΠΑΡΑΓΩΓΗ bbox=[1219, 758, 1296, 772]
column-rule bbox=[767, 29, 768, 2357]
weddings-title: ΜΕΛΛΟΝΤΕΣ ΓΑΜΟΙ bbox=[11, 29, 172, 47]
